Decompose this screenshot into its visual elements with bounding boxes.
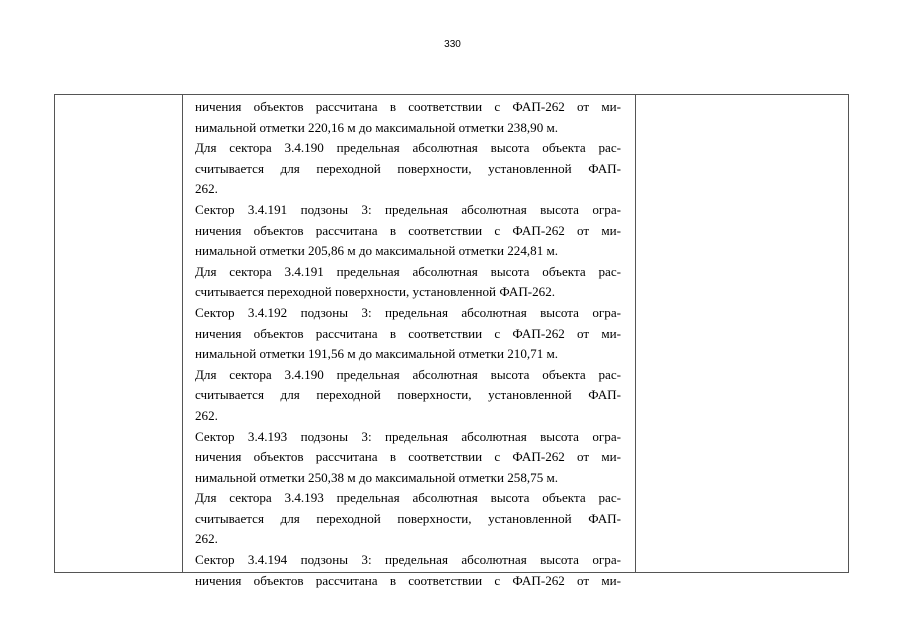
text-line: ничения объектов рассчитана в соответствии с ФАП-262 от ми-	[195, 99, 621, 114]
text-line: считывается для переходной поверхности, установленной ФАП-	[195, 160, 621, 176]
text-line: нимальной отметки 191,56 м до максимальной отметки 210,71 м.	[195, 346, 559, 362]
text-line: нимальной отметки 205,86 м до максимальной отметки 224,81 м.	[195, 243, 559, 259]
document-table	[54, 94, 849, 588]
text-line: ничения объектов рассчитана в соответствии с ФАП-262 от ми-	[195, 325, 621, 341]
text-line: нимальной отметки 250,38 м до максимальной отметки 258,75 м.	[195, 469, 559, 485]
text-line: ничения объектов рассчитана в соответствии с ФАП-262 от ми-	[195, 222, 621, 238]
text-line: Для сектора 3.4.190 предельная абсолютная высота объекта рас-	[195, 140, 621, 156]
text-line: Сектор 3.4.193 подзоны 3: предельная абсолютная высота огра-	[195, 428, 621, 444]
text-line: считывается для переходной поверхности, установленной ФАП-	[195, 387, 621, 403]
text-line: ничения объектов рассчитана в соответствии с ФАП-262 от ми-	[195, 572, 621, 588]
table-cell-middle	[183, 95, 636, 588]
table-cell-left	[55, 95, 183, 572]
text-line: ничения объектов рассчитана в соответствии с ФАП-262 от ми-	[195, 449, 621, 465]
text-line: 262.	[195, 181, 218, 197]
table-cell-right	[636, 95, 848, 572]
text-line: считывается переходной поверхности, установленной ФАП-262.	[195, 284, 556, 300]
text-line: Сектор 3.4.192 подзоны 3: предельная абсолютная высота огра-	[195, 304, 621, 320]
text-line: Сектор 3.4.191 подзоны 3: предельная абсолютная высота огра-	[195, 201, 621, 217]
text-line: считывается для переходной поверхности, установленной ФАП-	[195, 510, 621, 526]
text-line: Сектор 3.4.194 подзоны 3: предельная абсолютная высота огра-	[195, 552, 621, 568]
text-line: 262.	[195, 407, 218, 423]
text-line: Для сектора 3.4.193 предельная абсолютная высота объекта рас-	[195, 490, 621, 506]
text-line: Для сектора 3.4.190 предельная абсолютная высота объекта рас-	[195, 366, 621, 382]
text-line: 262.	[195, 531, 218, 547]
text-line: нимальной отметки 220,16 м до максимальной отметки 238,90 м.	[195, 119, 559, 135]
text-line: Для сектора 3.4.191 предельная абсолютная высота объекта рас-	[195, 263, 621, 279]
page-number: 330	[444, 39, 461, 50]
